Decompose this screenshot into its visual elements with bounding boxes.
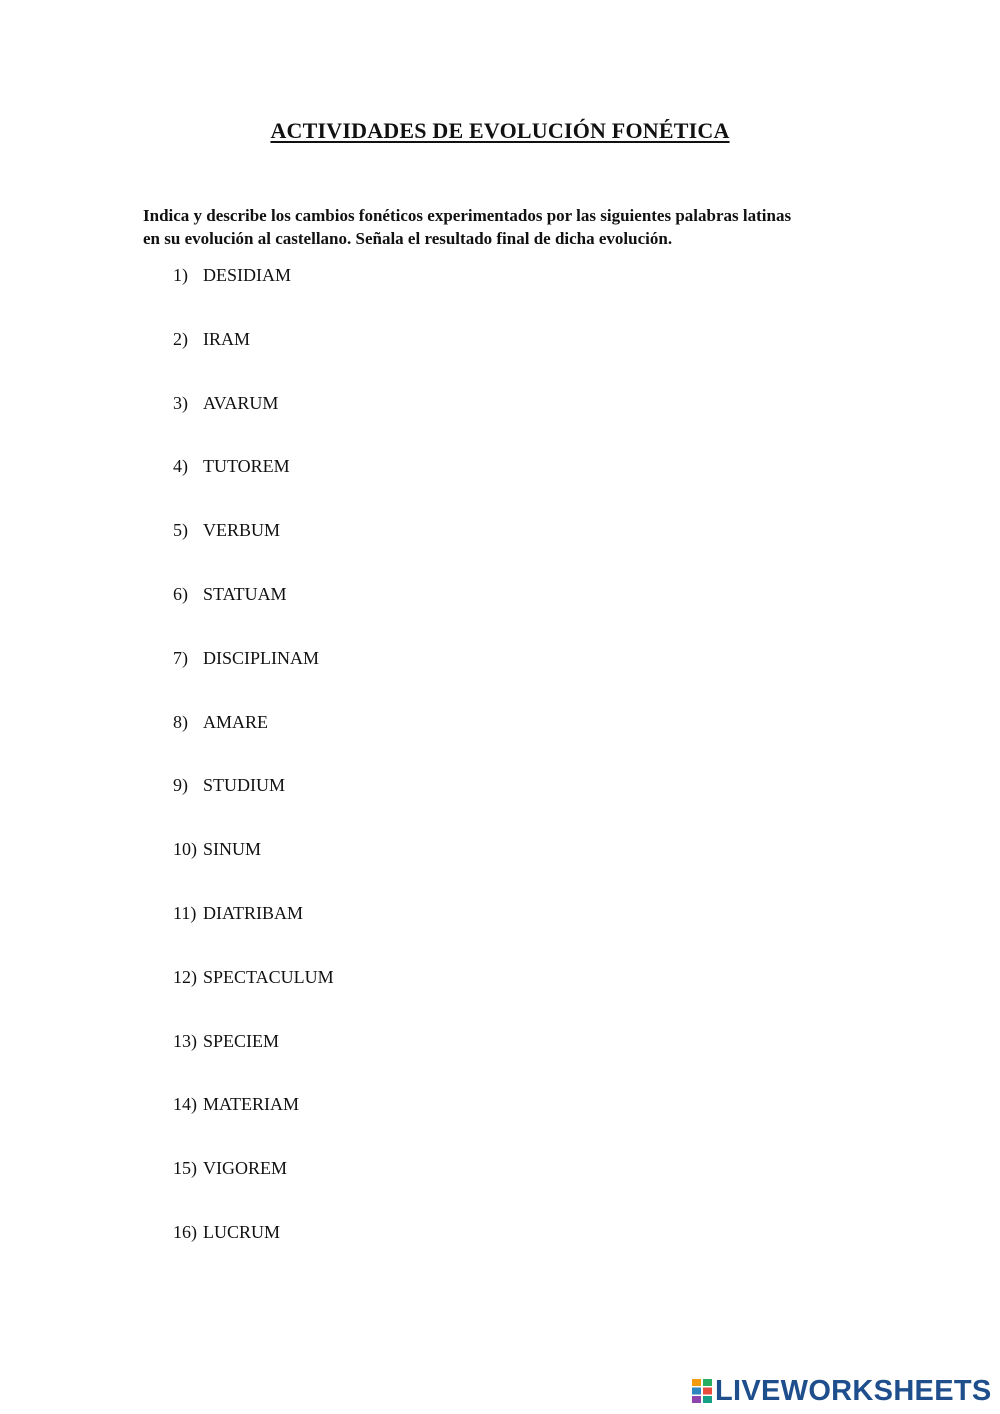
latin-word: LUCRUM — [203, 1221, 281, 1242]
instructions-line-2: en su evolución al castellano. Señala el resultado final de dicha evolución. — [143, 229, 673, 248]
liveworksheets-logo-icon — [692, 1379, 712, 1403]
latin-word: AMARE — [203, 711, 269, 732]
item-number: 11) — [173, 902, 197, 923]
latin-word: DISCIPLINAM — [203, 647, 320, 668]
latin-word: IRAM — [203, 328, 251, 349]
latin-word: DIATRIBAM — [203, 902, 304, 923]
item-number: 7) — [173, 647, 188, 668]
item-number: 2) — [173, 328, 188, 349]
latin-word: SINUM — [203, 839, 262, 860]
list-item — [173, 646, 334, 710]
list-item — [173, 1220, 334, 1284]
item-number: 5) — [173, 520, 188, 541]
item-number: 1) — [173, 265, 188, 285]
instructions — [143, 204, 863, 250]
latin-word: MATERIAM — [203, 1094, 300, 1115]
latin-word: TUTOREM — [203, 456, 290, 477]
liveworksheets-brand — [692, 1374, 992, 1408]
item-number: 14) — [173, 1094, 197, 1115]
item-number: 4) — [173, 456, 188, 477]
list-item — [173, 582, 334, 646]
item-number: 3) — [173, 392, 188, 413]
list-item — [173, 327, 334, 391]
brand-text: LIVEWORKSHEETS — [715, 1374, 992, 1407]
list-item — [173, 1029, 334, 1093]
item-number: 12) — [173, 966, 197, 987]
item-number: 6) — [173, 583, 188, 604]
list-item — [173, 454, 334, 518]
page-title: ACTIVIDADES DE EVOLUCIÓN FONÉTICA — [270, 118, 730, 143]
list-item — [173, 710, 334, 774]
latin-word: AVARUM — [203, 392, 279, 413]
latin-word: SPECTACULUM — [203, 966, 334, 987]
list-item — [173, 518, 334, 582]
latin-word: STATUAM — [203, 583, 287, 604]
latin-word: STUDIUM — [203, 775, 286, 796]
item-number: 9) — [173, 775, 188, 796]
list-item — [173, 391, 334, 455]
latin-word: VIGOREM — [203, 1158, 287, 1179]
item-number: 13) — [173, 1030, 197, 1051]
item-number: 16) — [173, 1221, 197, 1242]
list-item — [173, 901, 334, 965]
list-item — [173, 837, 334, 901]
item-number: 15) — [173, 1158, 197, 1179]
list-item — [173, 773, 334, 837]
instructions-line-1: Indica y describe los cambios fonéticos experimentados por las siguientes palabras latinas — [143, 206, 792, 225]
item-number: 10) — [173, 839, 197, 860]
list-item — [173, 965, 334, 1029]
latin-word: SPECIEM — [203, 1030, 280, 1051]
word-list — [173, 263, 334, 1284]
list-item — [173, 263, 334, 327]
list-item — [173, 1156, 334, 1220]
latin-word: DESIDIAM — [203, 265, 291, 285]
item-number: 8) — [173, 711, 188, 732]
list-item — [173, 1092, 334, 1156]
latin-word: VERBUM — [203, 520, 281, 541]
